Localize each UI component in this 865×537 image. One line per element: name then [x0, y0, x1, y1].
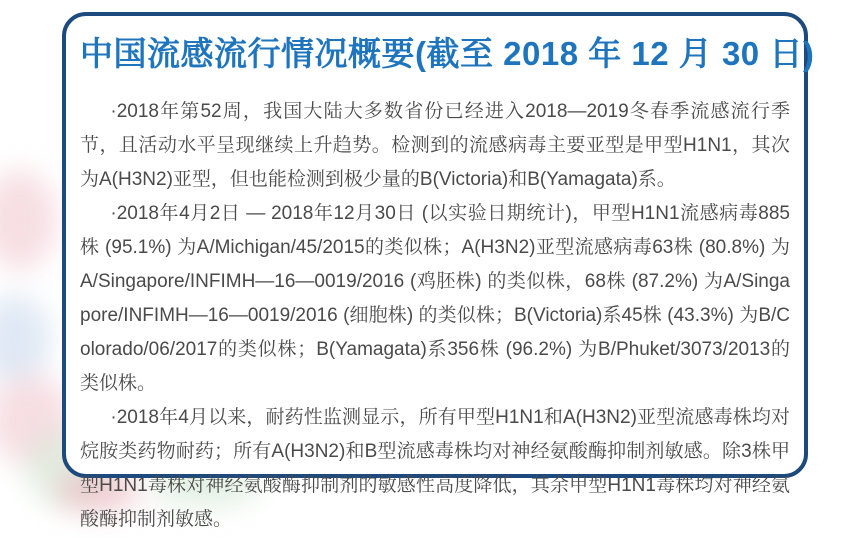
summary-body: [80, 95, 790, 537]
background-photo-blob: [0, 295, 50, 385]
summary-paragraph-strain-typing: ·2018年4月2日 — 2018年12月30日 (以实验日期统计)，甲型H1N1流感病毒885株 (95.1%) 为A/Michigan/45/2015的类似株；A(H3N2)亚型流感病毒63株 (80.8%) 为A/Singapore/INFIMH—16—0019/2016 (鸡胚株) 的类似株，68株 (87.2%) 为A/Singapore/INFIMH—16—0019/2016 (细胞株) 的类似株；B(Victoria)系45株 (43.3%) 为B/Colorado/06/2017的类似株；B(Yamagata)系356株 (96.2%) 为B/Phuket/3073/2013的类似株。: [80, 203, 790, 394]
summary-paragraph-season-activity: ·2018年第52周，我国大陆大多数省份已经进入2018—2019冬春季流感流行季节，且活动水平呈现继续上升趋势。检测到的流感病毒主要亚型是甲型H1N1，其次为A(H3N2)亚型，但也能检测到极少量的B(Victoria)和B(Yamagata)系。: [80, 101, 790, 190]
summary-card: [62, 12, 815, 530]
background-photo-blob: [0, 170, 57, 270]
report-title: 中国流感流行情况概要(截至 2018 年 12 月 30 日): [80, 35, 815, 72]
summary-paragraph-drug-resistance: ·2018年4月以来，耐药性监测显示，所有甲型H1N1和A(H3N2)亚型流感毒株均对烷胺类药物耐药；所有A(H3N2)和B型流感毒株均对神经氨酸酶抑制剂敏感。除3株甲型H1N1毒株对神经氨酸酶抑制剂的敏感性高度降低，其余甲型H1N1毒株均对神经氨酸酶抑制剂敏感。: [80, 407, 790, 530]
